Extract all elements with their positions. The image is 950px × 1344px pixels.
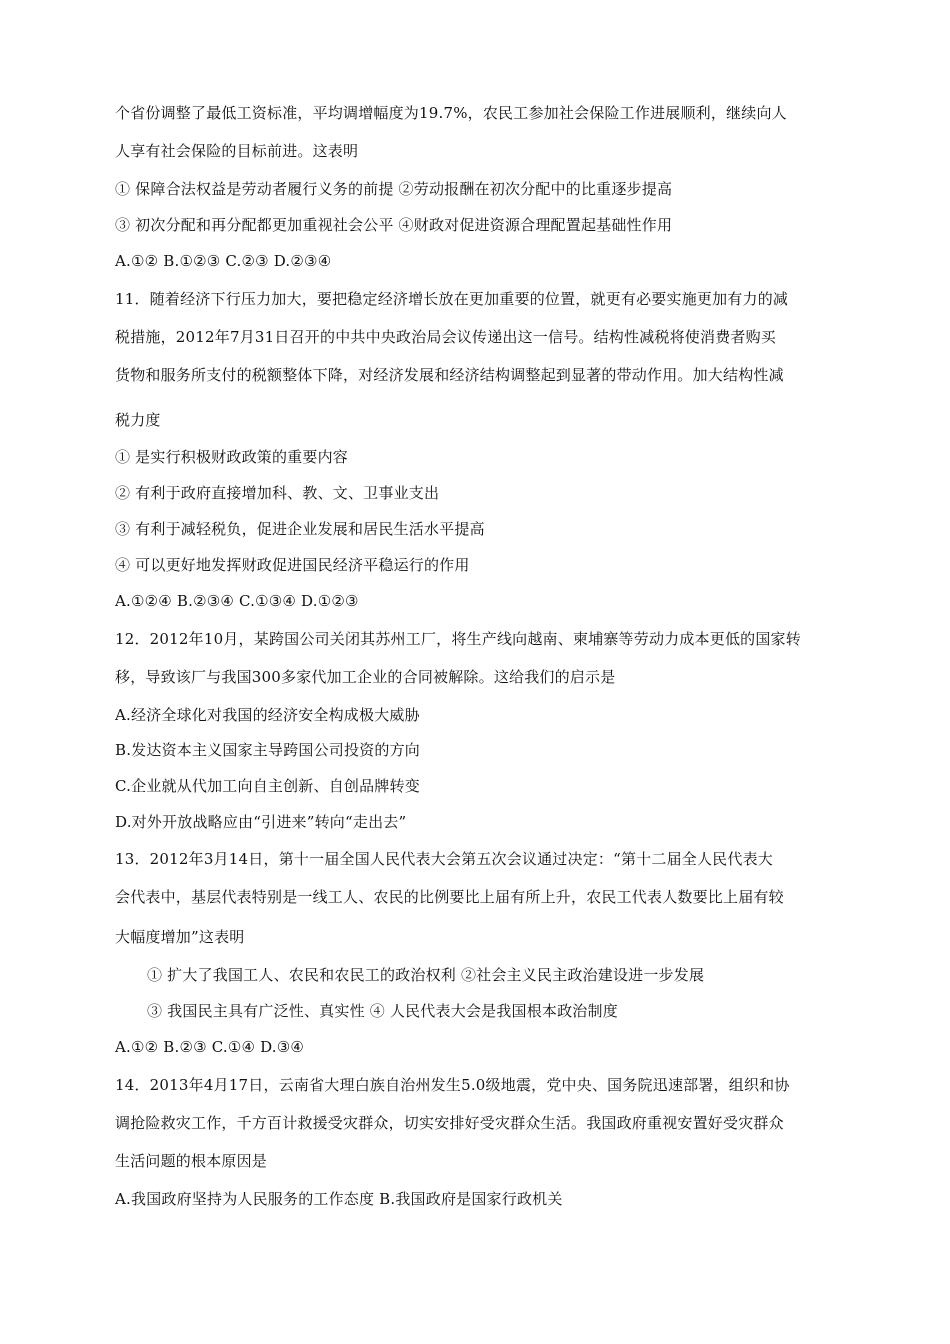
- text-line: 人享有社会保险的目标前进。这表明: [115, 142, 359, 160]
- text-line: 个省份调整了最低工资标准，平均调增幅度为19.7%，农民工参加社会保险工作进展顺利，继续向人: [115, 104, 787, 122]
- text-line: 生活问题的根本原因是: [115, 1152, 268, 1170]
- answer-option: D.对外开放战略应由“引进来”转向“走出去”: [115, 813, 407, 831]
- answer-choices: A.①②④ B.②③④ C.①③④ D.①②③: [115, 592, 359, 610]
- text-line: 调抢险救灾工作，千方百计救援受灾群众，切实安排好受灾群众生活。我国政府重视安置好受灾群众: [115, 1114, 784, 1132]
- option-line: ① 是实行积极财政政策的重要内容: [115, 448, 348, 466]
- text-line: 移，导致该厂与我国300多家代加工企业的合同被解除。这给我们的启示是: [115, 668, 616, 686]
- text-line: 货物和服务所支付的税额整体下降，对经济发展和经济结构调整起到显著的带动作用。加大结构性减: [115, 366, 784, 384]
- answer-option: B.发达资本主义国家主导跨国公司投资的方向: [115, 741, 420, 759]
- question-12: 12．2012年10月，某跨国公司关闭其苏州工厂，将生产线向越南、柬埔寨等劳动力成本更低的国家转: [115, 630, 801, 648]
- option-line: ③ 有利于减轻税负，促进企业发展和居民生活水平提高: [115, 520, 485, 538]
- option-line: ③ 初次分配和再分配都更加重视社会公平 ④财政对促进资源合理配置起基础性作用: [115, 216, 673, 234]
- answer-option: A.经济全球化对我国的经济安全构成极大威胁: [115, 706, 420, 724]
- answer-option: A.我国政府坚持为人民服务的工作态度 B.我国政府是国家行政机关: [115, 1190, 563, 1208]
- option-line: ① 扩大了我国工人、农民和农民工的政治权利 ②社会主义民主政治建设进一步发展: [147, 966, 705, 984]
- option-line: ① 保障合法权益是劳动者履行义务的前提 ②劳动报酬在初次分配中的比重逐步提高: [115, 180, 673, 198]
- answer-choices: A.①② B.①②③ C.②③ D.②③④: [115, 252, 332, 270]
- text-line: 大幅度增加”这表明: [115, 928, 245, 946]
- text-line: 税力度: [115, 411, 161, 429]
- question-13: 13．2012年3月14日，第十一届全国人民代表大会第五次会议通过决定：“第十二届全人民代表大: [115, 850, 773, 868]
- answer-choices: A.①② B.②③ C.①④ D.③④: [115, 1038, 305, 1056]
- option-line: ④ 可以更好地发挥财政促进国民经济平稳运行的作用: [115, 556, 470, 574]
- question-11: 11．随着经济下行压力加大，要把稳定经济增长放在更加重要的位置，就更有必要实施更加有力的减: [115, 290, 789, 308]
- text-line: 税措施，2012年7月31日召开的中共中央政治局会议传递出这一信号。结构性减税将使消费者购买: [115, 328, 777, 346]
- answer-option: C.企业就从代加工向自主创新、自创品牌转变: [115, 777, 420, 795]
- option-line: ③ 我国民主具有广泛性、真实性 ④ 人民代表大会是我国根本政治制度: [147, 1002, 618, 1020]
- option-line: ② 有利于政府直接增加科、教、文、卫事业支出: [115, 484, 440, 502]
- question-14: 14．2013年4月17日，云南省大理白族自治州发生5.0级地震，党中央、国务院迅速部署，组织和协: [115, 1076, 790, 1094]
- text-line: 会代表中，基层代表特别是一线工人、农民的比例要比上届有所上升，农民工代表人数要比上届有较: [115, 888, 784, 906]
